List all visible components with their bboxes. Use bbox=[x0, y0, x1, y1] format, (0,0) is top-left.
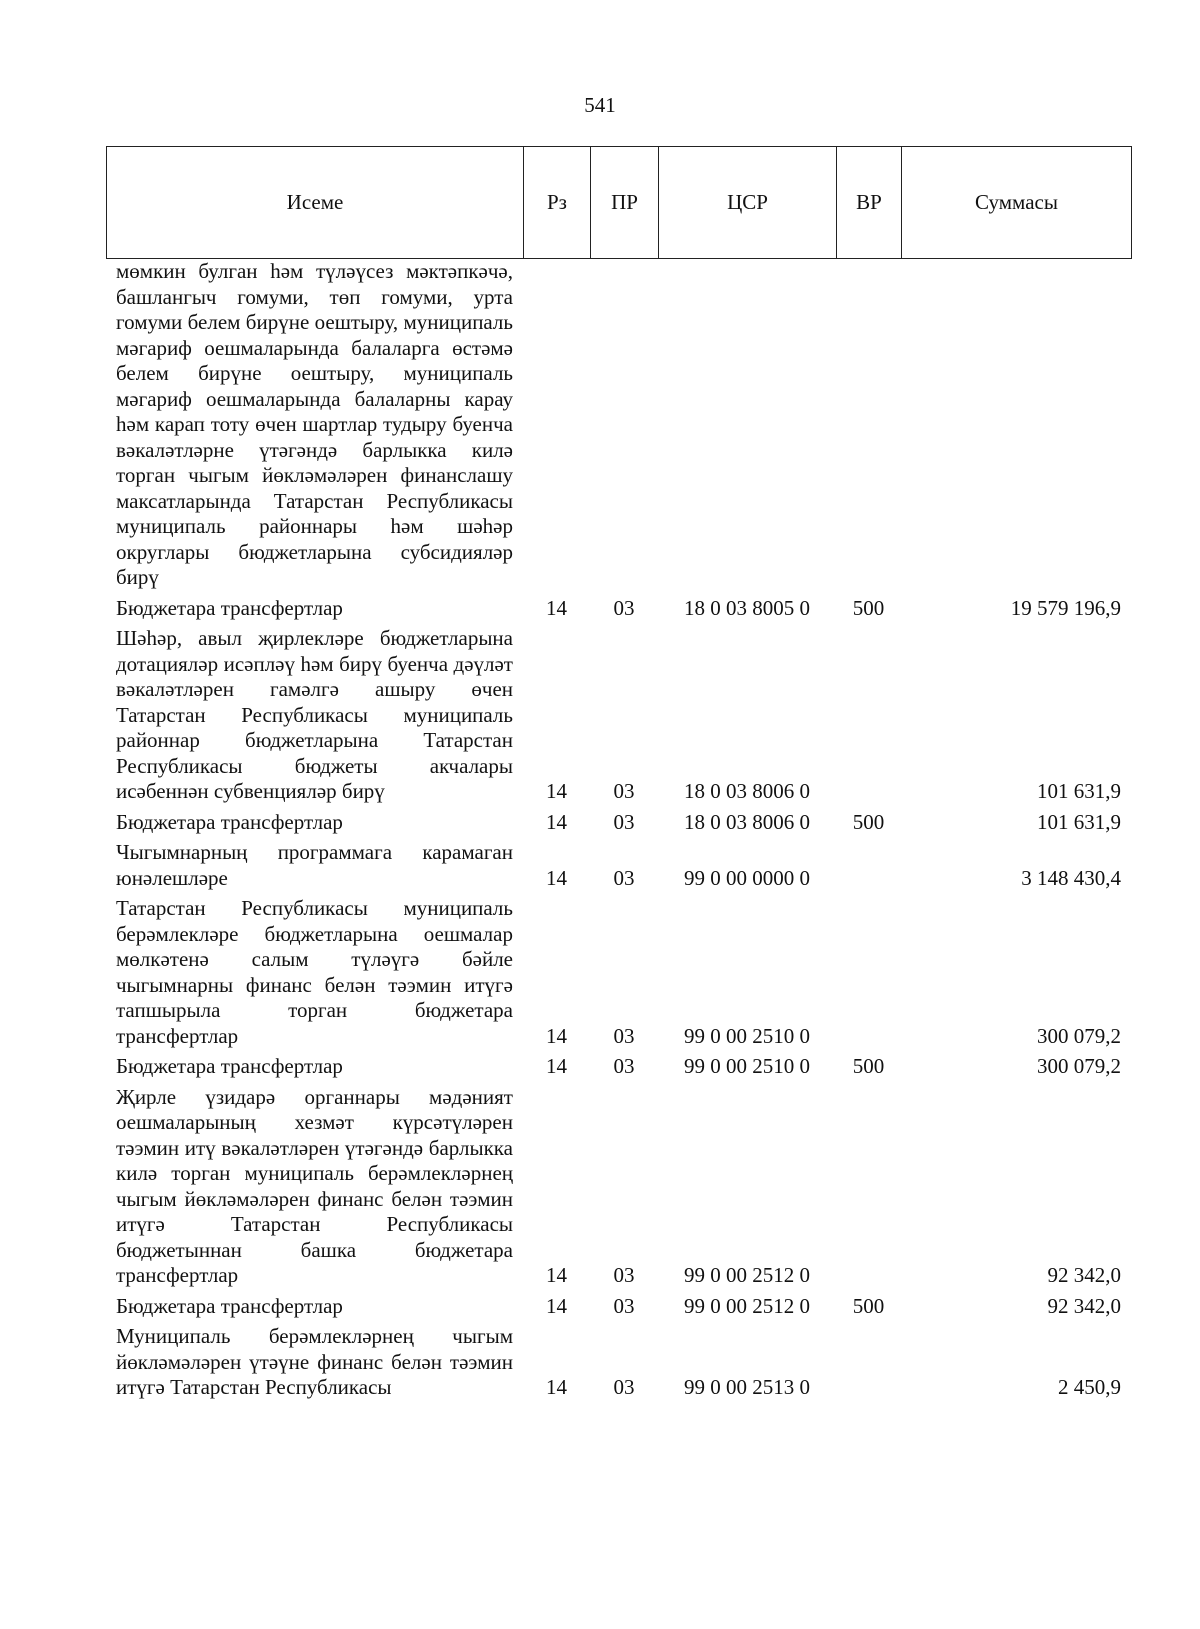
table-cell-rz: 14 bbox=[546, 595, 567, 620]
table-cell-csr: 18 0 03 8006 0 bbox=[684, 779, 810, 803]
table-row bbox=[106, 1289, 1131, 1320]
table-cell-csr: 99 0 00 2512 0 bbox=[684, 1263, 810, 1287]
table-cell-vr: 500 bbox=[852, 595, 885, 620]
table-cell-rz: 14 bbox=[546, 1375, 567, 1399]
table-cell-sum bbox=[901, 259, 1131, 591]
table-cell-rz: 14 bbox=[546, 1054, 567, 1078]
table-cell-vr bbox=[836, 891, 901, 1049]
table-cell-name: мөмкин булган һәм түләүсез мәктәпкәчә, башлангыч гомуми, төп гомуми, урта гомуми белем бирүне оештыру, муниципаль мәгариф оешмаларында балаларга өстәмә белем бирүне оештыру, муниципаль мәгариф оешмаларында балаларны карау һәм карап тоту өчен шартлар тудыру буенча вәкаләтләрне үтәгәндә барлыкка килә торган чыгым йөкләмәләрен финанслашу максатларында Татарстан Республикасы муниципаль районнары һәм шәһәр округлары бюджетларына субсидияләр бирү bbox=[116, 259, 513, 589]
table-cell-csr: 99 0 00 2513 0 bbox=[684, 1375, 810, 1399]
table-body bbox=[106, 259, 1131, 1401]
table-cell-name: Җирле үзидарә органнары мәдәният оешмаларының хезмәт күрсәтүләрен тәэмин итү вәкаләтләрен үтәгәндә барлыкка килә торган муниципаль берәмлекләрнең чыгым йөкләмәләрен финанс белән тәэмин итүгә Татарстан Республикасы бюджетыннан башка бюджетара трансфертлар bbox=[116, 1084, 513, 1287]
table-cell-pr: 03 bbox=[613, 1263, 635, 1287]
table-cell-name: Бюджетара трансфертлар bbox=[116, 1054, 343, 1078]
table-cell-sum: 92 342,0 bbox=[1047, 1293, 1121, 1318]
table-cell-vr: 500 bbox=[852, 809, 885, 834]
table-cell-vr: 500 bbox=[852, 1293, 885, 1318]
table-header bbox=[106, 146, 1132, 259]
table-cell-rz: 14 bbox=[546, 1263, 567, 1287]
table-row bbox=[106, 835, 1131, 891]
table-row bbox=[106, 1049, 1131, 1080]
table-cell-vr bbox=[836, 259, 901, 591]
table-cell-csr: 99 0 00 2510 0 bbox=[684, 1054, 810, 1078]
budget-table bbox=[106, 259, 1131, 1401]
table-cell-csr: 99 0 00 0000 0 bbox=[684, 865, 810, 890]
table-cell-rz: 14 bbox=[546, 865, 567, 890]
table-cell-name: Муниципаль берәмлекләрнең чыгым йөкләмәләрен үтәүне финанс белән тәэмин итүгә Татарстан Республикасы bbox=[116, 1324, 513, 1399]
table-row bbox=[106, 805, 1131, 836]
table-cell-sum: 19 579 196,9 bbox=[1010, 595, 1121, 620]
table-cell-rz bbox=[523, 259, 590, 591]
table-cell-sum: 101 631,9 bbox=[1037, 779, 1121, 803]
table-cell-csr bbox=[658, 259, 836, 591]
page-number: 541 bbox=[584, 93, 616, 117]
table-cell-csr: 99 0 00 2512 0 bbox=[684, 1293, 810, 1318]
column-header-sum: Суммасы bbox=[902, 147, 1132, 259]
table-cell-vr bbox=[836, 1080, 901, 1289]
table-cell-csr: 18 0 03 8005 0 bbox=[684, 595, 810, 620]
table-cell-rz: 14 bbox=[546, 809, 567, 834]
table-cell-pr: 03 bbox=[613, 1293, 635, 1318]
table-cell-sum: 3 148 430,4 bbox=[1021, 865, 1121, 890]
table-cell-pr: 03 bbox=[613, 865, 635, 890]
table-cell-sum: 2 450,9 bbox=[1058, 1375, 1121, 1399]
column-header-rz: Рз bbox=[524, 147, 591, 259]
table-row bbox=[106, 621, 1131, 805]
table-cell-sum: 300 079,2 bbox=[1037, 1023, 1121, 1048]
table-cell-csr: 99 0 00 2510 0 bbox=[684, 1023, 810, 1048]
table-cell-rz: 14 bbox=[546, 1293, 567, 1318]
table-cell-vr: 500 bbox=[852, 1054, 885, 1078]
table-cell-name: Татарстан Республикасы муниципаль берәмлекләре бюджетларына оешмалар мөлкәтенә салым түләүгә бәйле чыгымнарны финанс белән тәэмин итүгә тапшырыла торган бюджетара трансфертлар bbox=[116, 896, 513, 1048]
table-cell-rz: 14 bbox=[546, 1023, 567, 1048]
column-header-name: Исеме bbox=[107, 147, 524, 259]
column-header-vr: ВР bbox=[837, 147, 902, 259]
table-cell-rz: 14 bbox=[546, 779, 567, 803]
table-cell-sum: 300 079,2 bbox=[1037, 1054, 1121, 1078]
table-cell-vr bbox=[836, 621, 901, 805]
table-cell-pr: 03 bbox=[613, 595, 635, 620]
table-cell-pr: 03 bbox=[613, 1375, 635, 1399]
table-cell-pr: 03 bbox=[613, 809, 635, 834]
column-header-csr: ЦСР bbox=[659, 147, 837, 259]
table-cell-vr bbox=[836, 835, 901, 891]
table-cell-sum: 101 631,9 bbox=[1037, 809, 1121, 834]
table-row bbox=[106, 1319, 1131, 1401]
table-cell-pr: 03 bbox=[613, 1054, 635, 1078]
table-row bbox=[106, 1080, 1131, 1289]
table-cell-vr bbox=[836, 1319, 901, 1401]
table-cell-name: Бюджетара трансфертлар bbox=[116, 1293, 343, 1318]
column-header-pr: ПР bbox=[591, 147, 659, 259]
table-cell-name: Шәһәр, авыл җирлекләре бюджетларына дотацияләр исәпләү һәм бирү буенча дәүләт вәкаләтләрен гамәлгә ашыру өчен Татарстан Республикасы муниципаль районнар бюджетларына Татарстан Республикасы бюджеты акчалары исәбеннән субвенцияләр бирү bbox=[116, 626, 513, 803]
table-cell-pr: 03 bbox=[613, 779, 635, 803]
table-cell-pr: 03 bbox=[613, 1023, 635, 1048]
table-cell-name: Чыгымнарның программага карамаган юнәлешләре bbox=[116, 840, 513, 890]
table-row bbox=[106, 891, 1131, 1049]
table-row bbox=[106, 591, 1131, 622]
table-cell-pr bbox=[590, 259, 658, 591]
table-row bbox=[106, 259, 1131, 591]
table-cell-name: Бюджетара трансфертлар bbox=[116, 595, 343, 620]
table-cell-name: Бюджетара трансфертлар bbox=[116, 809, 343, 834]
table-cell-sum: 92 342,0 bbox=[1047, 1263, 1121, 1287]
table-cell-csr: 18 0 03 8006 0 bbox=[684, 809, 810, 834]
